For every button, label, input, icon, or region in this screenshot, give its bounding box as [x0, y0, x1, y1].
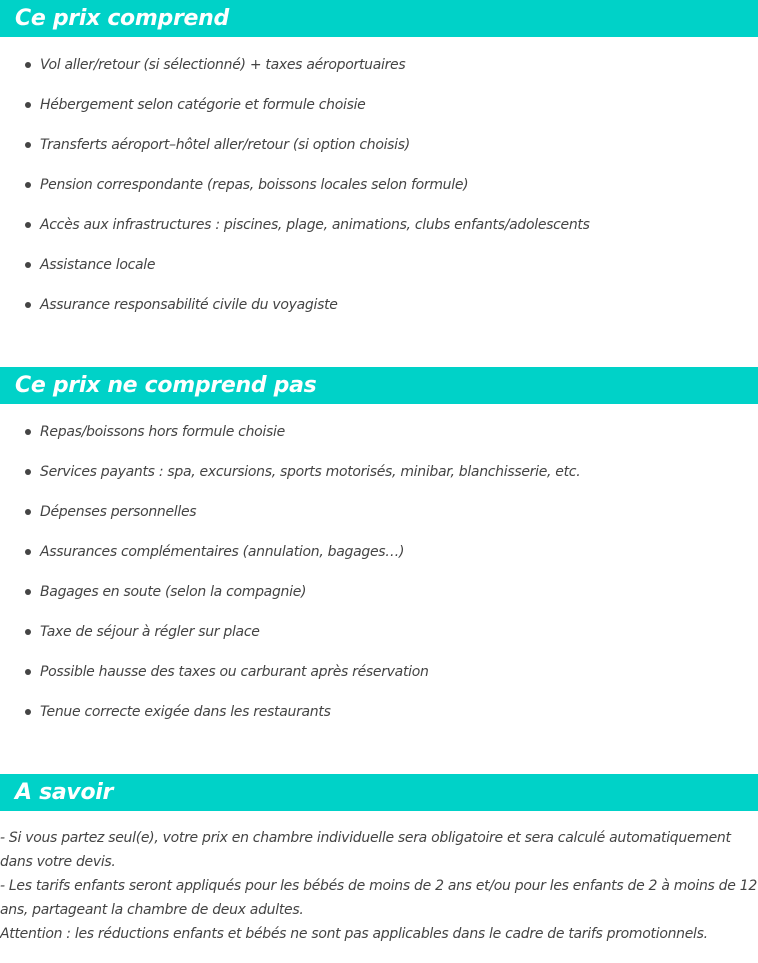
list-item-text: Assistance locale [40, 257, 156, 273]
list-item [0, 255, 758, 295]
list-item-text: Assurance responsabilité civile du voyagiste [40, 297, 338, 313]
bullet-icon [25, 549, 31, 555]
list-item-text: Tenue correcte exigée dans les restaurants [40, 704, 331, 720]
list-item [0, 582, 758, 622]
bullet-icon [25, 142, 31, 148]
list-item [0, 622, 758, 662]
list-item-text: Hébergement selon catégorie et formule choisie [40, 97, 366, 113]
excluded-section-header [0, 367, 758, 404]
bullet-icon [25, 182, 31, 188]
list-item [0, 215, 758, 255]
bullet-icon [25, 709, 31, 715]
list-item-text: Transferts aéroport–hôtel aller/retour (si option choisis) [40, 137, 410, 153]
info-paragraph: - Si vous partez seul(e), votre prix en chambre individuelle sera obligatoire et sera calculé automatiquement dans votre devis. [0, 830, 731, 870]
bullet-icon [25, 629, 31, 635]
list-item [0, 542, 758, 582]
bullet-icon [25, 262, 31, 268]
list-item-text: Dépenses personnelles [40, 504, 197, 520]
list-item-text: Vol aller/retour (si sélectionné) + taxes aéroportuaires [40, 57, 406, 73]
excluded-section-title: Ce prix ne comprend pas [15, 372, 317, 398]
list-item-text: Pension correspondante (repas, boissons locales selon formule) [40, 177, 469, 193]
list-item [0, 295, 758, 335]
info-paragraph: Attention : les réductions enfants et bébés ne sont pas applicables dans le cadre de tarifs promotionnels. [0, 926, 708, 942]
list-item-text: Taxe de séjour à régler sur place [40, 624, 260, 640]
list-item-text: Bagages en soute (selon la compagnie) [40, 584, 307, 600]
bullet-icon [25, 509, 31, 515]
included-section-title: Ce prix comprend [15, 5, 229, 31]
list-item-text: Services payants : spa, excursions, sports motorisés, minibar, blanchisserie, etc. [40, 464, 581, 480]
bullet-icon [25, 102, 31, 108]
bullet-icon [25, 589, 31, 595]
list-item [0, 502, 758, 542]
list-item [0, 95, 758, 135]
list-item [0, 702, 758, 742]
bullet-icon [25, 469, 31, 475]
list-item-text: Assurances complémentaires (annulation, bagages…) [40, 544, 405, 560]
excluded-list [0, 422, 758, 742]
list-item [0, 662, 758, 702]
list-item-text: Possible hausse des taxes ou carburant après réservation [40, 664, 429, 680]
list-item [0, 462, 758, 502]
info-section-title: A savoir [15, 779, 114, 805]
list-item [0, 422, 758, 462]
list-item [0, 55, 758, 95]
bullet-icon [25, 429, 31, 435]
list-item-text: Repas/boissons hors formule choisie [40, 424, 285, 440]
info-paragraph: - Les tarifs enfants seront appliqués pour les bébés de moins de 2 ans et/ou pour les enfants de 2 à moins de 12 ans, partageant la chambre de deux adultes. [0, 878, 757, 918]
list-item [0, 135, 758, 175]
included-section-header [0, 0, 758, 37]
bullet-icon [25, 302, 31, 308]
info-section-header [0, 774, 758, 811]
list-item [0, 175, 758, 215]
list-item-text: Accès aux infrastructures : piscines, plage, animations, clubs enfants/adolescents [40, 217, 590, 233]
bullet-icon [25, 222, 31, 228]
bullet-icon [25, 62, 31, 68]
included-list [0, 55, 758, 335]
bullet-icon [25, 669, 31, 675]
info-text-block [0, 826, 758, 946]
